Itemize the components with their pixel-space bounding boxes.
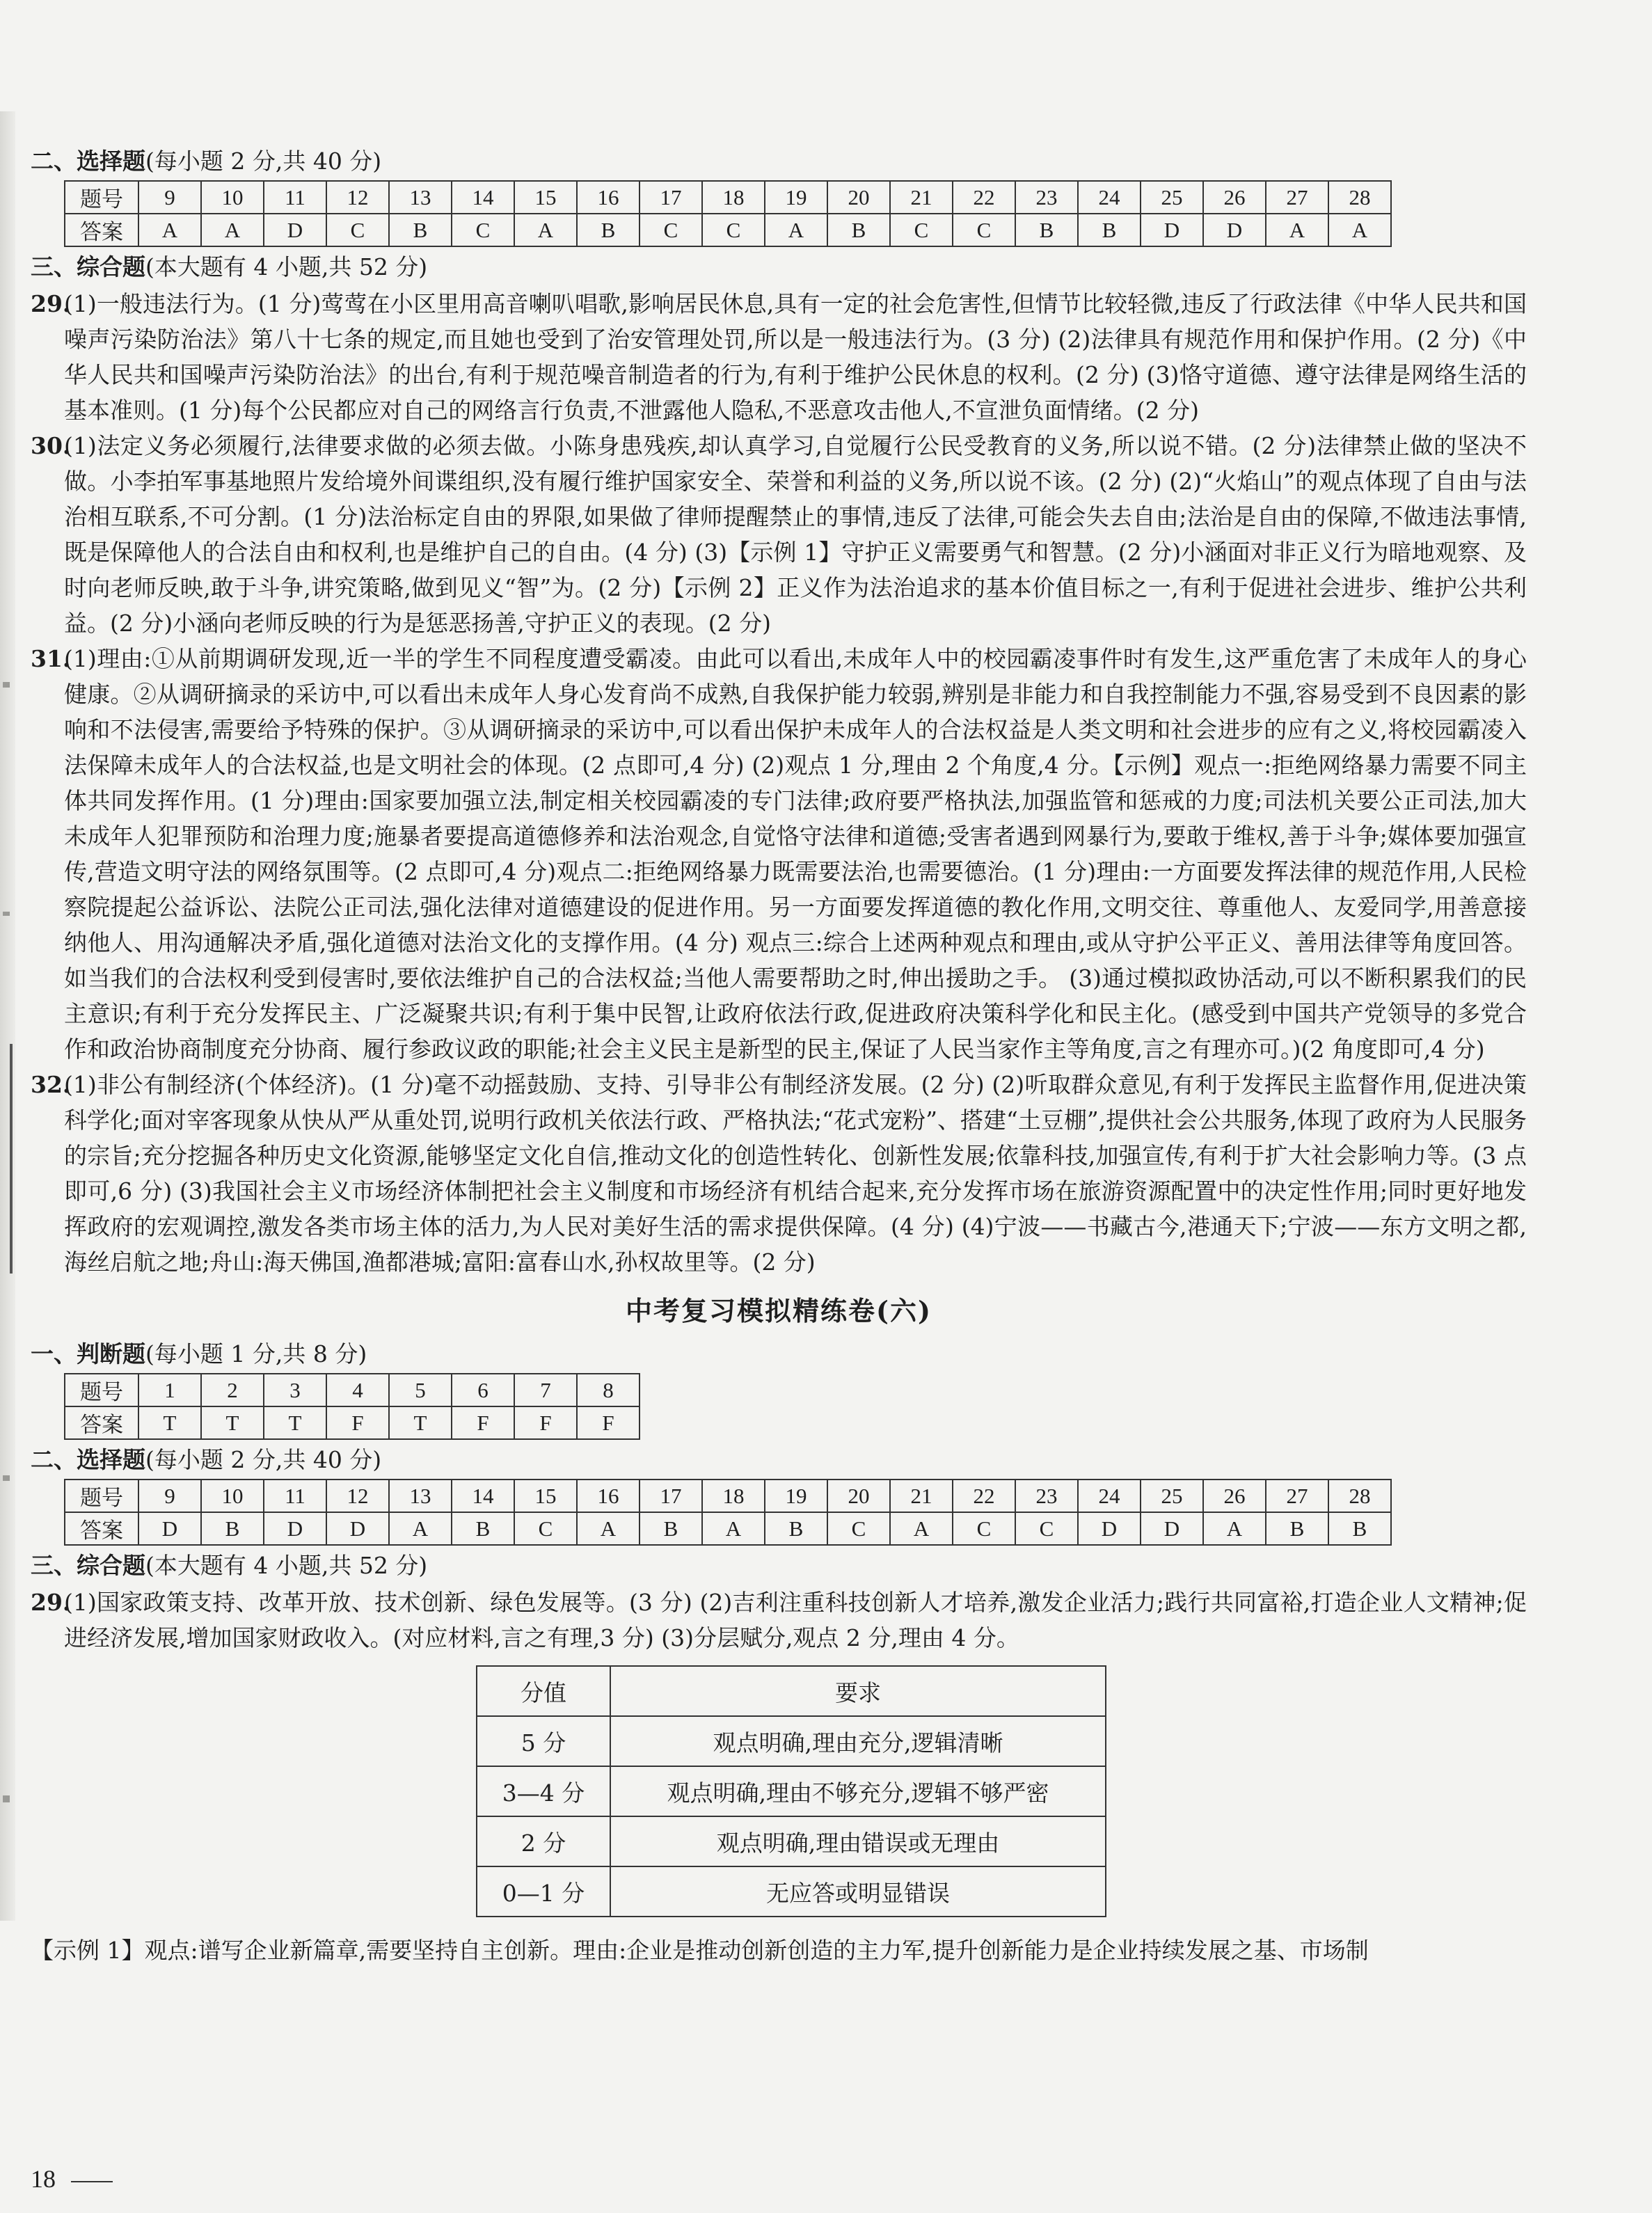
- answer-cell: D: [1141, 214, 1203, 246]
- table-row-numbers: [65, 1480, 1391, 1512]
- answer-cell: A: [765, 214, 827, 246]
- question-number-cell: 17: [640, 181, 702, 214]
- question-number-cell: 27: [1266, 1480, 1328, 1512]
- answer-cell: B: [827, 214, 890, 246]
- answer-29: [31, 286, 1527, 428]
- answer-cell: T: [264, 1406, 326, 1439]
- section-heading: 二、选择题(每小题 2 分,共 40 分): [31, 1446, 382, 1473]
- answer-text: (1)理由:①从前期调研发现,近一半的学生不同程度遭受霸凌。由此可以看出,未成年人中的校园霸凌事件时有发生,这严重危害了未成年人的身心健康。②从调研摘录的采访中,可以看出未成年人身心发育尚不成熟,自我保护能力较弱,辨别是非能力和自我控制能力不强,容易受到不良因素的影响和不法侵害,需要给予特殊的保护。③从调研摘录的采访中,可以看出保护未成年人的合法权益是人类文明和社会进步的应有之义,将校园霸凌入法保障未成年人的合法权益,也是文明社会的体现。(2 点即可,4 分) (2)观点 1 分,理由 2 个角度,4 分。【示例】观点一:拒绝网络暴力需要不同主体共同发挥作用。(1 分)理由:国家要加强立法,制定相关校园霸凌的专门法律;政府要严格执法,加强监管和惩戒的力度;司法机关要公正司法,加大未成年人犯罪预防和治理力度;施暴者要提高道德修养和法治观念,自觉恪守法律和道德;受害者遇到网暴行为,要敢于维权,善于斗争;媒体要加强宣传,营造文明守法的网络氛围等。(2 点即可,4 分)观点二:拒绝网络暴力既需要法治,也需要德治。(1 分)理由:一方面要发挥法律的规范作用,人民检察院提起公益诉讼、法院公正司法,强化法律对道德建设的促进作用。另一方面要发挥道德的教化作用,文明交往、尊重他人、友爱同学,用善意接纳他人、用沟通解决矛盾,强化道德对法治文化的支撑作用。(4 分) 观点三:综合上述两种观点和理由,或从守护公平正义、善用法律等角度回答。如当我们的合法权利受到侵害时,要依法维护自己的合法权益;当他人需要帮助之时,伸出援助之手。 (3)通过模拟政协活动,可以不断积累我们的民主意识;有利于充分发挥民主、广泛凝聚共识;有利于集中民智,让政府依法行政,促进政府决策科学化和民主化。(感受到中国共产党领导的多党合作和政治协商制度充分协商、履行参政议政的职能;社会主义民主是新型的民主,保证了人民当家作主等角度,言之有理亦可。)(2 角度即可,4 分): [64, 645, 1527, 1063]
- section-heading: 二、选择题(每小题 2 分,共 40 分): [31, 148, 382, 175]
- answer-cell: D: [264, 1512, 326, 1545]
- table-row: [477, 1866, 1106, 1917]
- score-value-cell: 5 分: [477, 1716, 610, 1766]
- question-number-cell: 3: [264, 1374, 326, 1406]
- edge-mark: [3, 912, 10, 916]
- header-cell-score: 分值: [477, 1666, 610, 1716]
- header-cell-requirement: 要求: [610, 1666, 1106, 1716]
- question-number-cell: 14: [452, 1480, 514, 1512]
- answer-cell: F: [577, 1406, 640, 1439]
- question-number-cell: 20: [827, 1480, 890, 1512]
- requirement-cell: 无应答或明显错误: [610, 1866, 1106, 1917]
- answer-31: [31, 641, 1527, 1067]
- question-number-cell: 12: [326, 1480, 389, 1512]
- table-row-label: 答案: [65, 1512, 138, 1545]
- answer-text: (1)非公有制经济(个体经济)。(1 分)毫不动摇鼓励、支持、引导非公有制经济发展。(2 分) (2)听取群众意见,有利于发挥民主监督作用,促进决策科学化;面对宰客现象从快从严从重处罚,说明行政机关依法行政、严格执法;“花式宠粉”、搭建“土豆棚”,提供社会公共服务,体现了政府为人民服务的宗旨;充分挖掘各种历史文化资源,能够坚定文化自信,推动文化的创造性转化、创新性发展;依靠科技,加强宣传,有利于扩大社会影响力等。(3 点即可,6 分) (3)我国社会主义市场经济体制把社会主义制度和市场经济有机结合起来,充分发挥市场在旅游资源配置中的决定性作用;同时更好地发挥政府的宏观调控,激发各类市场主体的活力,为人民对美好生活的需求提供保障。(4 分) (4)宁波——书藏古今,港通天下;宁波——东方文明之都,海丝启航之地;舟山:海天佛国,渔都港城;富阳:富春山水,孙权故里等。(2 分): [64, 1071, 1527, 1276]
- answer-cell: C: [702, 214, 765, 246]
- question-number-cell: 23: [1015, 1480, 1078, 1512]
- binding-edge: [0, 111, 15, 1921]
- question-number: 31.: [31, 645, 71, 672]
- question-number-cell: 5: [389, 1374, 452, 1406]
- question-number-cell: 18: [702, 181, 765, 214]
- answer-cell: A: [1328, 214, 1391, 246]
- page-number: 18: [31, 2165, 56, 2193]
- page-footer: [31, 2164, 113, 2194]
- section-heading: 三、综合题(本大题有 4 小题,共 52 分): [31, 1552, 428, 1579]
- score-value-cell: 2 分: [477, 1816, 610, 1866]
- answer-cell: B: [577, 214, 640, 246]
- table-row-answers: [65, 214, 1391, 246]
- answer-cell: D: [326, 1512, 389, 1545]
- question-number-cell: 10: [201, 181, 264, 214]
- score-value-cell: 0—1 分: [477, 1866, 610, 1917]
- scoring-rubric-table: [476, 1665, 1106, 1917]
- question-number-cell: 11: [264, 1480, 326, 1512]
- answer-cell: A: [1266, 214, 1328, 246]
- answer-cell: C: [1015, 1512, 1078, 1545]
- answer-cell: C: [890, 214, 953, 246]
- question-number-cell: 28: [1328, 1480, 1391, 1512]
- edge-mark: [3, 682, 10, 688]
- answer-cell: B: [1078, 214, 1141, 246]
- question-number-cell: 9: [138, 1480, 201, 1512]
- table-header-row: [477, 1666, 1106, 1716]
- answer-cell: A: [1203, 1512, 1266, 1545]
- question-number-cell: 2: [201, 1374, 264, 1406]
- answer-content: [31, 143, 1527, 1968]
- answer-cell: B: [1015, 214, 1078, 246]
- answer-cell: A: [201, 214, 264, 246]
- table-row-numbers: [65, 1374, 640, 1406]
- answer-cell: C: [827, 1512, 890, 1545]
- answer-cell: B: [640, 1512, 702, 1545]
- question-number-cell: 17: [640, 1480, 702, 1512]
- answer-cell: A: [389, 1512, 452, 1545]
- answer-cell: B: [389, 214, 452, 246]
- question-number-cell: 16: [577, 181, 640, 214]
- question-number-cell: 18: [702, 1480, 765, 1512]
- question-number-cell: 21: [890, 181, 953, 214]
- question-number-cell: 26: [1203, 1480, 1266, 1512]
- table-row: [477, 1766, 1106, 1816]
- answer-cell: B: [201, 1512, 264, 1545]
- question-number-cell: 22: [953, 1480, 1015, 1512]
- answer-cell: F: [514, 1406, 577, 1439]
- question-number: 32.: [31, 1071, 71, 1098]
- table-row-numbers: [65, 181, 1391, 214]
- answer-cell: B: [1328, 1512, 1391, 1545]
- answer-cell: F: [452, 1406, 514, 1439]
- answer-cell: A: [514, 214, 577, 246]
- answer-cell: A: [138, 214, 201, 246]
- question-number-cell: 24: [1078, 1480, 1141, 1512]
- example-1: 【示例 1】观点:谱写企业新篇章,需要坚持自主创新。理由:企业是推动创新创造的主力军,提升创新能力是企业持续发展之基、市场制: [31, 1937, 1369, 1964]
- edge-mark: [10, 1044, 13, 1274]
- answer-table-judge: [64, 1373, 640, 1440]
- answer-30: [31, 428, 1527, 641]
- question-number-cell: 8: [577, 1374, 640, 1406]
- question-number-cell: 28: [1328, 181, 1391, 214]
- answer-cell: C: [514, 1512, 577, 1545]
- answer-cell: C: [452, 214, 514, 246]
- question-number-cell: 7: [514, 1374, 577, 1406]
- table-row-answers: [65, 1406, 640, 1439]
- question-number-cell: 14: [452, 181, 514, 214]
- question-number-cell: 26: [1203, 181, 1266, 214]
- edge-mark: [3, 1795, 10, 1802]
- answer-cell: B: [452, 1512, 514, 1545]
- answer-cell: D: [264, 214, 326, 246]
- table-row-label: 答案: [65, 1406, 138, 1439]
- question-number-cell: 21: [890, 1480, 953, 1512]
- question-number-cell: 20: [827, 181, 890, 214]
- answer-32: [31, 1067, 1527, 1280]
- question-number-cell: 27: [1266, 181, 1328, 214]
- question-number-cell: 12: [326, 181, 389, 214]
- question-number-cell: 11: [264, 181, 326, 214]
- table-row-label: 题号: [65, 1480, 138, 1512]
- section-heading: 三、综合题(本大题有 4 小题,共 52 分): [31, 253, 428, 280]
- requirement-cell: 观点明确,理由充分,逻辑清晰: [610, 1716, 1106, 1766]
- answer-table-choice-2: [64, 1479, 1392, 1546]
- table-row-label: 题号: [65, 181, 138, 214]
- question-number-cell: 23: [1015, 181, 1078, 214]
- edge-mark: [3, 1475, 10, 1481]
- question-number-cell: 6: [452, 1374, 514, 1406]
- answer-cell: T: [201, 1406, 264, 1439]
- answer-cell: A: [702, 1512, 765, 1545]
- section-heading: 一、判断题(每小题 1 分,共 8 分): [31, 1340, 367, 1367]
- answer-cell: C: [326, 214, 389, 246]
- answer-cell: C: [953, 1512, 1015, 1545]
- answer-table-choice-1: [64, 180, 1392, 247]
- question-number: 30.: [31, 432, 71, 459]
- answer-cell: A: [577, 1512, 640, 1545]
- table-row-label: 题号: [65, 1374, 138, 1406]
- question-number-cell: 15: [514, 1480, 577, 1512]
- table-row: [477, 1716, 1106, 1766]
- answer-cell: T: [138, 1406, 201, 1439]
- question-number-cell: 1: [138, 1374, 201, 1406]
- answer-cell: C: [640, 214, 702, 246]
- question-number-cell: 10: [201, 1480, 264, 1512]
- answer-cell: F: [326, 1406, 389, 1439]
- question-number-cell: 19: [765, 181, 827, 214]
- answer-cell: A: [890, 1512, 953, 1545]
- question-number: 29.: [31, 1589, 71, 1616]
- exam-title: 中考复习模拟精练卷(六): [626, 1295, 932, 1326]
- question-number-cell: 15: [514, 181, 577, 214]
- question-number-cell: 9: [138, 181, 201, 214]
- answer-text: (1)法定义务必须履行,法律要求做的必须去做。小陈身患残疾,却认真学习,自觉履行公民受教育的义务,所以说不错。(2 分)法律禁止做的坚决不做。小李拍军事基地照片发给境外间谍组织,没有履行维护国家安全、荣誉和利益的义务,所以说不该。(2 分) (2)“火焰山”的观点体现了自由与法治相互联系,不可分割。(1 分)法治标定自由的界限,如果做了律师提醒禁止的事情,违反了法律,可能会失去自由;法治是自由的保障,不做违法事情,既是保障他人的合法自由和权利,也是维护自己的自由。(4 分) (3)【示例 1】守护正义需要勇气和智慧。(2 分)小涵面对非正义行为暗地观察、及时向老师反映,敢于斗争,讲究策略,做到见义“智”为。(2 分)【示例 2】正义作为法治追求的基本价值目标之一,有利于促进社会进步、维护公共利益。(2 分)小涵向老师反映的行为是惩恶扬善,守护正义的表现。(2 分): [64, 432, 1527, 637]
- question-number-cell: 25: [1141, 1480, 1203, 1512]
- question-number-cell: 4: [326, 1374, 389, 1406]
- table-row-answers: [65, 1512, 1391, 1545]
- requirement-cell: 观点明确,理由不够充分,逻辑不够严密: [610, 1766, 1106, 1816]
- answer-cell: C: [953, 214, 1015, 246]
- answer-cell: B: [765, 1512, 827, 1545]
- answer-cell: D: [138, 1512, 201, 1545]
- question-number-cell: 13: [389, 1480, 452, 1512]
- answer-text: (1)国家政策支持、改革开放、技术创新、绿色发展等。(3 分) (2)吉利注重科技创新人才培养,激发企业活力;践行共同富裕,打造企业人文精神;促进经济发展,增加国家财政收入。(对应材料,言之有理,3 分) (3)分层赋分,观点 2 分,理由 4 分。: [64, 1589, 1527, 1651]
- answer-cell: D: [1141, 1512, 1203, 1545]
- question-number-cell: 13: [389, 181, 452, 214]
- answer-cell: B: [1266, 1512, 1328, 1545]
- table-row: [477, 1816, 1106, 1866]
- requirement-cell: 观点明确,理由错误或无理由: [610, 1816, 1106, 1866]
- answer-text: (1)一般违法行为。(1 分)莺莺在小区里用高音喇叭唱歌,影响居民休息,具有一定的社会危害性,但情节比较轻微,违反了行政法律《中华人民共和国噪声污染防治法》第八十七条的规定,而且她也受到了治安管理处罚,所以是一般违法行为。(3 分) (2)法律具有规范作用和保护作用。(2 分)《中华人民共和国噪声污染防治法》的出台,有利于规范噪音制造者的行为,有利于维护公民休息的权利。(2 分) (3)恪守道德、遵守法律是网络生活的基本准则。(1 分)每个公民都应对自己的网络言行负责,不泄露他人隐私,不恶意攻击他人,不宣泄负面情绪。(2 分): [64, 290, 1527, 424]
- answer-cell: D: [1078, 1512, 1141, 1545]
- question-number-cell: 16: [577, 1480, 640, 1512]
- footer-rule: [71, 2181, 113, 2182]
- table-row-label: 答案: [65, 214, 138, 246]
- question-number: 29.: [31, 290, 71, 317]
- question-number-cell: 22: [953, 181, 1015, 214]
- question-number-cell: 24: [1078, 181, 1141, 214]
- answer-cell: D: [1203, 214, 1266, 246]
- answer-cell: T: [389, 1406, 452, 1439]
- answer-29-b: [31, 1585, 1527, 1656]
- question-number-cell: 19: [765, 1480, 827, 1512]
- question-number-cell: 25: [1141, 181, 1203, 214]
- score-value-cell: 3—4 分: [477, 1766, 610, 1816]
